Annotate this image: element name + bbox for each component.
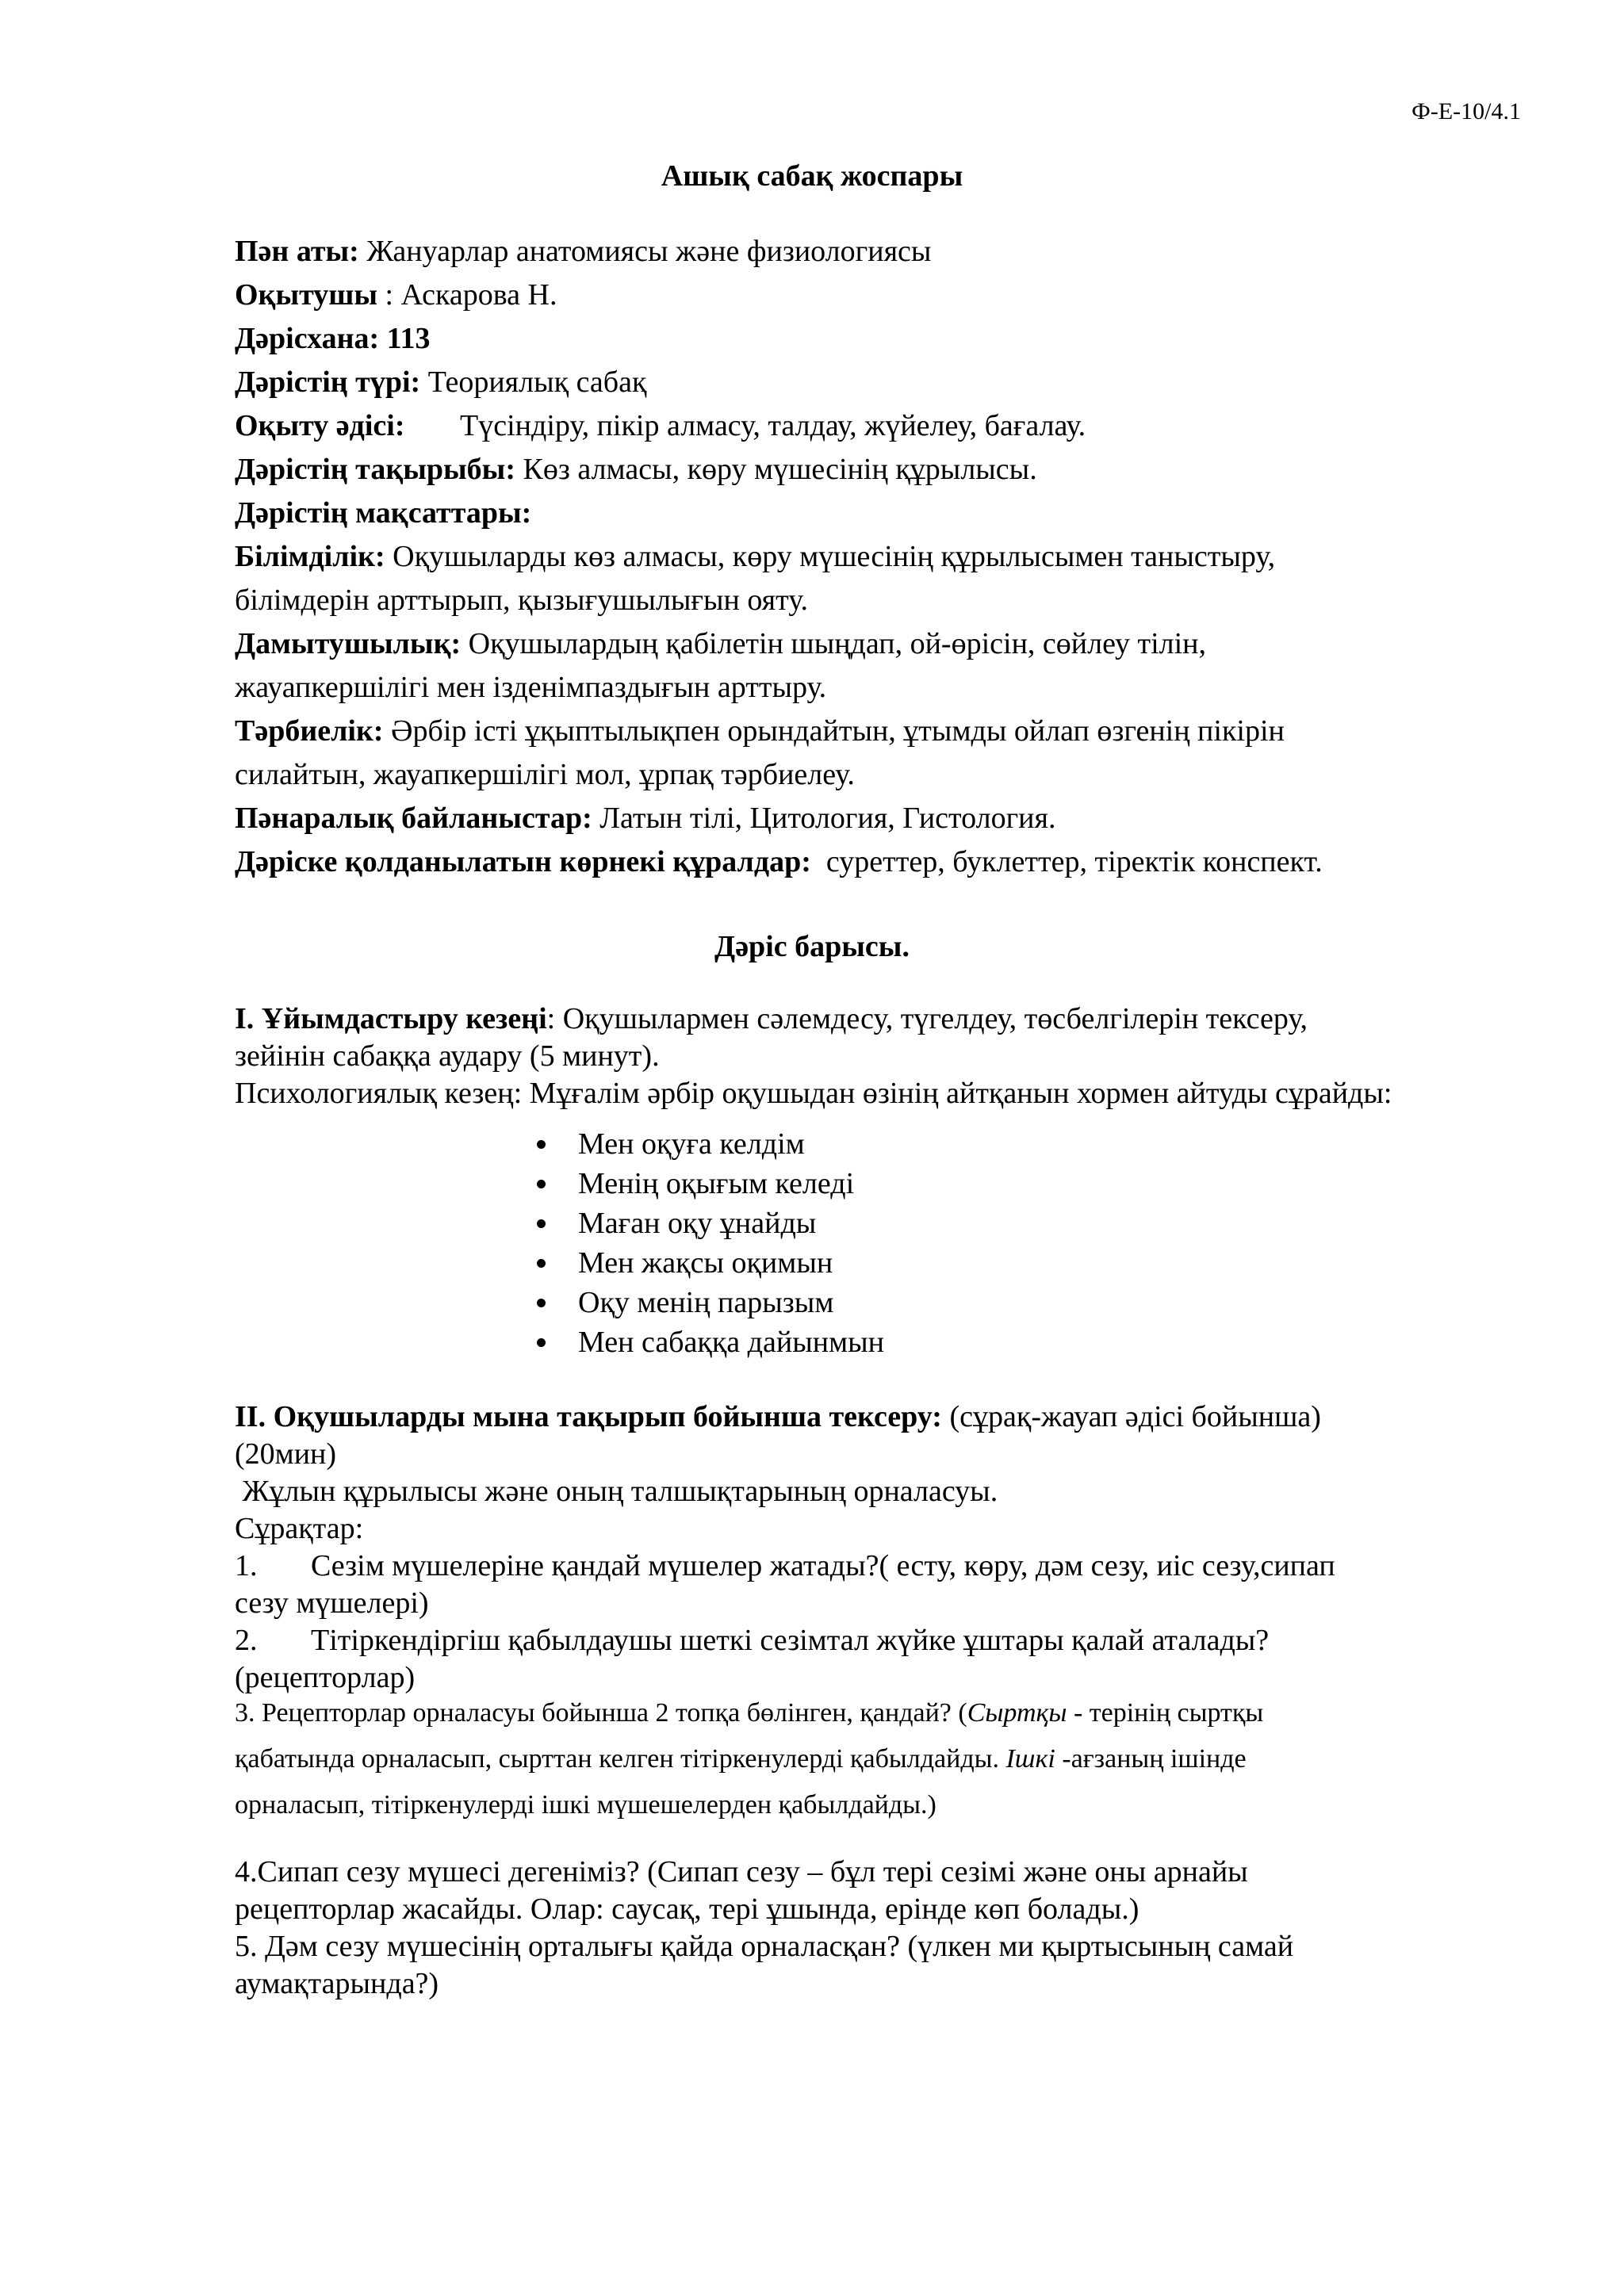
educational-goal-line [235, 535, 1519, 579]
list-item: Оқу менің парызым [534, 1283, 1247, 1322]
bullet-icon [537, 1140, 546, 1149]
question-4-line-2: рецепторлар жасайды. Олар: саусақ, тері ұшында, ерінде көп болады.) [235, 1892, 1139, 1926]
question-3-line-2: қабатында орналасып, сырттан келген тітіркенулерді қабылдайды. Ішкі -ағзаның ішінде [235, 1744, 1247, 1774]
question-1 [235, 1548, 1519, 1585]
list-item: Мен оқуға келдім [534, 1124, 1247, 1164]
topic-line [235, 448, 1519, 492]
visual-aids-value: суреттер, буклеттер, тіректік конспект. [825, 845, 1323, 878]
list-item: Маған оқу ұнайды [534, 1203, 1247, 1243]
bullet-icon [537, 1299, 546, 1307]
subject-label: Пән аты: [235, 235, 359, 268]
upbringing-goal-label: Тәрбиелік: [235, 714, 384, 748]
lesson-type-line [235, 361, 1519, 404]
interdisciplinary-links-label: Пәнаралық байланыстар: [235, 802, 592, 835]
bullet-icon [537, 1219, 546, 1228]
psychological-stage-line: Психологиялық кезең: Мұғалім әрбір оқушыдан өзінің айтқанын хормен айтуды сұрайды: [235, 1077, 1392, 1110]
lesson-type-label: Дәрістің түрі: [235, 365, 421, 399]
educational-goal-value: Оқушыларды көз алмасы, көру мүшесінің құрылысымен таныстыру, [393, 540, 1276, 573]
bullet-icon [537, 1338, 546, 1347]
list-item: Мен жақсы оқимын [534, 1243, 1247, 1283]
lesson-type-value: Теориялық сабақ [427, 365, 647, 399]
lesson-progress-title: Дәріс барысы. [714, 930, 910, 963]
room-line [235, 317, 1519, 361]
stage-2-block [235, 1399, 1519, 1697]
question-1-number: 1. [235, 1549, 258, 1582]
question-1-text: Сезім мүшелеріне қандай мүшелер жатады?( есту, көру, дәм сезу, иіс сезу,сипап [311, 1549, 1335, 1582]
list-item: Мен сабаққа дайынмын [534, 1322, 1247, 1362]
room-value: 113 [386, 322, 431, 355]
question-2-line-2: (рецепторлар) [235, 1661, 416, 1694]
question-3: 3. Рецепторлар орналасуы бойынша 2 топқа бөлінген, қандай? (Сыртқы - терінің сыртқы [235, 1698, 1264, 1728]
room-label: Дәрісхана: [235, 322, 380, 355]
questions-label: Сұрақтар: [235, 1512, 364, 1545]
upbringing-goal-line-2: силайтын, жауапкершілігі мол, ұрпақ тәрбиелеу. [235, 758, 855, 791]
stage-1-label: І. Ұйымдастыру кезеңі [235, 1002, 547, 1035]
stage-2-method: (сұрақ-жауап әдісі бойынша) [949, 1400, 1321, 1433]
interdisciplinary-links-value: Латын тілі, Цитология, Гистология. [599, 802, 1056, 835]
question-2-number: 2. [235, 1624, 258, 1657]
goals-line [235, 492, 1519, 535]
subject-line [235, 230, 1519, 274]
visual-aids-label: Дәріске қолданылатын көрнекі құралдар: [235, 845, 811, 878]
stage-1-line-2: зейінін сабаққа аудару (5 минут). [235, 1039, 660, 1073]
document-code: Ф-Е-10/4.1 [1411, 98, 1521, 124]
developmental-goal-line [235, 622, 1519, 666]
upbringing-goal-line [235, 710, 1519, 753]
stage-1-text: : Оқушылармен сәлемдесу, түгелдеу, төсбелгілерін тексеру, [546, 1002, 1308, 1035]
stage-2-duration: (20мин) [235, 1437, 337, 1471]
goals-label: Дәрістің мақсаттары: [235, 496, 532, 530]
bullet-icon [537, 1180, 546, 1188]
document-title: Ашық сабақ жоспары [661, 159, 963, 193]
topic-label: Дәрістің тақырыбы: [235, 453, 516, 486]
question-5-line-2: аумақтарында?) [235, 1967, 439, 2000]
interdisciplinary-links-line [235, 797, 1519, 840]
chant-list [534, 1124, 1247, 1362]
lesson-header-block [235, 230, 1519, 884]
educational-goal-line-2: білімдерін арттырып, қызығушылығын ояту. [235, 584, 808, 617]
topic-value: Көз алмасы, көру мүшесінің құрылысы. [523, 453, 1037, 486]
stage-2-topic: Жұлын құрылысы және оның талшықтарының орналасуы. [242, 1475, 998, 1508]
list-item: Менің оқығым келеді [534, 1164, 1247, 1203]
teacher-line [235, 274, 1519, 317]
educational-goal-label: Білімділік: [235, 540, 385, 573]
method-value: Түсіндіру, пікір алмасу, талдау, жүйелеу, бағалау. [460, 409, 1086, 442]
developmental-goal-line-2: жауапкершілігі мен ізденімпаздығын арттыру. [235, 671, 827, 704]
subject-value: Жануарлар анатомиясы және физиологиясы [366, 235, 932, 268]
developmental-goal-value: Оқушылардың қабілетін шыңдап, ой-өрісін, сөйлеу тілін, [468, 627, 1207, 660]
internal-receptors-term: Ішкі [1005, 1744, 1055, 1774]
method-line [235, 404, 1519, 448]
question-3-block [235, 1690, 1519, 1828]
question-2 [235, 1622, 1519, 1659]
question-3-line-3: орналасып, тітіркенулерді ішкі мүшешелерден қабылдайды.) [235, 1790, 936, 1820]
question-5: 5. Дәм сезу мүшесінің орталығы қайда орналасқан? (үлкен ми қыртысының самай [235, 1930, 1294, 1963]
stage-1-block [235, 1001, 1519, 1112]
stage-2-label: ІІ. Оқушыларды мына тақырып бойынша тексеру: [235, 1400, 942, 1433]
stage-2-line [235, 1399, 1519, 1436]
question-4: 4.Сипап сезу мүшесі дегеніміз? (Сипап сезу – бұл тері сезімі және оны арнайы [235, 1855, 1248, 1888]
teacher-label: Оқытушы [235, 278, 378, 312]
external-receptors-term: Сыртқы [967, 1698, 1067, 1728]
upbringing-goal-value: Әрбір істі ұқыптылықпен орындайтын, ұтымды ойлап өзгенің пікірін [391, 714, 1285, 748]
question-1-line-2: сезу мүшелері) [235, 1586, 429, 1620]
visual-aids-line [235, 840, 1519, 884]
questions-4-5-block [235, 1854, 1519, 2003]
teacher-value: : Аскарова Н. [385, 278, 557, 312]
bullet-icon [537, 1259, 546, 1268]
method-label: Оқыту әдісі: [235, 409, 405, 442]
developmental-goal-label: Дамытушылық: [235, 627, 462, 660]
stage-1-line [235, 1001, 1519, 1038]
question-2-text: Тітіркендіргіш қабылдаушы шеткі сезімтал жүйке ұштары қалай аталады? [311, 1624, 1270, 1657]
